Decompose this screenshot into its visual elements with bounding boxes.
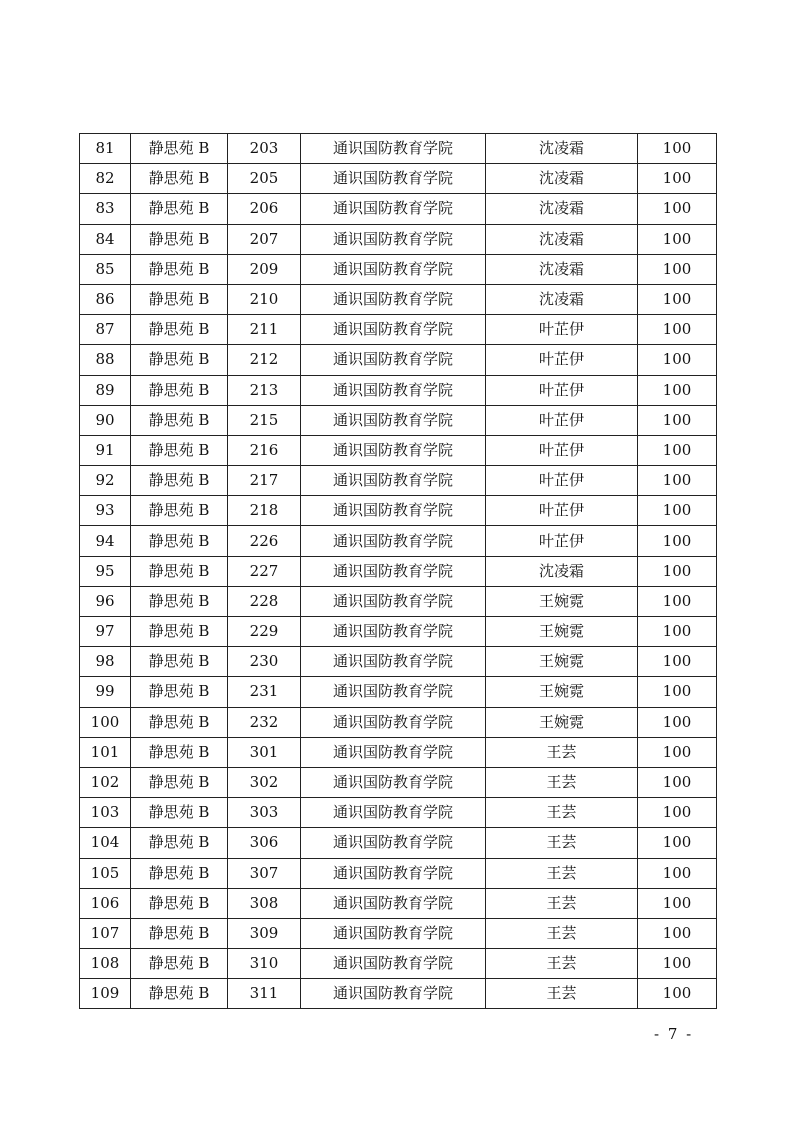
row-number-cell: 86 — [80, 284, 131, 314]
table-row — [80, 888, 717, 918]
room-cell: 206 — [228, 194, 301, 224]
score-cell: 100 — [638, 345, 717, 375]
score-cell: 100 — [638, 888, 717, 918]
college-cell: 通识国防教育学院 — [301, 858, 486, 888]
table-row — [80, 164, 717, 194]
score-cell: 100 — [638, 526, 717, 556]
college-cell: 通识国防教育学院 — [301, 375, 486, 405]
score-cell: 100 — [638, 134, 717, 164]
room-cell: 306 — [228, 828, 301, 858]
score-cell: 100 — [638, 918, 717, 948]
name-cell: 王婉霓 — [486, 677, 638, 707]
table-row — [80, 979, 717, 1009]
table-row — [80, 767, 717, 797]
name-cell: 王芸 — [486, 798, 638, 828]
table-row — [80, 375, 717, 405]
room-cell: 311 — [228, 979, 301, 1009]
college-cell: 通识国防教育学院 — [301, 466, 486, 496]
score-cell: 100 — [638, 254, 717, 284]
score-cell: 100 — [638, 284, 717, 314]
building-cell: 静思苑 B — [131, 435, 228, 465]
building-cell: 静思苑 B — [131, 828, 228, 858]
row-number-cell: 92 — [80, 466, 131, 496]
room-cell: 310 — [228, 949, 301, 979]
room-cell: 218 — [228, 496, 301, 526]
table-row — [80, 194, 717, 224]
name-cell: 王芸 — [486, 949, 638, 979]
row-number-cell: 87 — [80, 315, 131, 345]
name-cell: 沈凌霜 — [486, 254, 638, 284]
table-row — [80, 677, 717, 707]
room-cell: 301 — [228, 737, 301, 767]
room-cell: 307 — [228, 858, 301, 888]
college-cell: 通识国防教育学院 — [301, 194, 486, 224]
row-number-cell: 106 — [80, 888, 131, 918]
table-row — [80, 435, 717, 465]
name-cell: 王芸 — [486, 918, 638, 948]
building-cell: 静思苑 B — [131, 134, 228, 164]
table-row — [80, 315, 717, 345]
row-number-cell: 91 — [80, 435, 131, 465]
score-cell: 100 — [638, 767, 717, 797]
building-cell: 静思苑 B — [131, 949, 228, 979]
row-number-cell: 93 — [80, 496, 131, 526]
name-cell: 王婉霓 — [486, 647, 638, 677]
college-cell: 通识国防教育学院 — [301, 707, 486, 737]
row-number-cell: 88 — [80, 345, 131, 375]
table-row — [80, 134, 717, 164]
name-cell: 叶芷伊 — [486, 496, 638, 526]
college-cell: 通识国防教育学院 — [301, 496, 486, 526]
table-row — [80, 707, 717, 737]
name-cell: 王芸 — [486, 858, 638, 888]
score-cell: 100 — [638, 164, 717, 194]
building-cell: 静思苑 B — [131, 496, 228, 526]
room-cell: 205 — [228, 164, 301, 194]
college-cell: 通识国防教育学院 — [301, 888, 486, 918]
score-cell: 100 — [638, 496, 717, 526]
room-cell: 217 — [228, 466, 301, 496]
row-number-cell: 94 — [80, 526, 131, 556]
score-cell: 100 — [638, 194, 717, 224]
row-number-cell: 102 — [80, 767, 131, 797]
name-cell: 沈凌霜 — [486, 134, 638, 164]
row-number-cell: 90 — [80, 405, 131, 435]
room-cell: 309 — [228, 918, 301, 948]
name-cell: 沈凌霜 — [486, 556, 638, 586]
building-cell: 静思苑 B — [131, 526, 228, 556]
row-number-cell: 81 — [80, 134, 131, 164]
score-cell: 100 — [638, 858, 717, 888]
score-cell: 100 — [638, 466, 717, 496]
college-cell: 通识国防教育学院 — [301, 315, 486, 345]
building-cell: 静思苑 B — [131, 767, 228, 797]
row-number-cell: 89 — [80, 375, 131, 405]
row-number-cell: 97 — [80, 617, 131, 647]
building-cell: 静思苑 B — [131, 466, 228, 496]
score-cell: 100 — [638, 224, 717, 254]
building-cell: 静思苑 B — [131, 737, 228, 767]
name-cell: 沈凌霜 — [486, 164, 638, 194]
room-cell: 302 — [228, 767, 301, 797]
table-row — [80, 405, 717, 435]
score-cell: 100 — [638, 617, 717, 647]
row-number-cell: 103 — [80, 798, 131, 828]
row-number-cell: 98 — [80, 647, 131, 677]
score-cell: 100 — [638, 556, 717, 586]
name-cell: 叶芷伊 — [486, 315, 638, 345]
college-cell: 通识国防教育学院 — [301, 164, 486, 194]
college-cell: 通识国防教育学院 — [301, 949, 486, 979]
building-cell: 静思苑 B — [131, 617, 228, 647]
row-number-cell: 84 — [80, 224, 131, 254]
name-cell: 叶芷伊 — [486, 375, 638, 405]
name-cell: 叶芷伊 — [486, 405, 638, 435]
name-cell: 叶芷伊 — [486, 526, 638, 556]
table-row — [80, 224, 717, 254]
building-cell: 静思苑 B — [131, 979, 228, 1009]
score-cell: 100 — [638, 586, 717, 616]
building-cell: 静思苑 B — [131, 647, 228, 677]
table-row — [80, 798, 717, 828]
row-number-cell: 99 — [80, 677, 131, 707]
score-cell: 100 — [638, 798, 717, 828]
room-cell: 226 — [228, 526, 301, 556]
college-cell: 通识国防教育学院 — [301, 254, 486, 284]
name-cell: 王婉霓 — [486, 586, 638, 616]
building-cell: 静思苑 B — [131, 677, 228, 707]
name-cell: 王芸 — [486, 767, 638, 797]
room-cell: 230 — [228, 647, 301, 677]
room-cell: 228 — [228, 586, 301, 616]
score-cell: 100 — [638, 435, 717, 465]
college-cell: 通识国防教育学院 — [301, 556, 486, 586]
row-number-cell: 83 — [80, 194, 131, 224]
score-cell: 100 — [638, 949, 717, 979]
college-cell: 通识国防教育学院 — [301, 918, 486, 948]
college-cell: 通识国防教育学院 — [301, 435, 486, 465]
row-number-cell: 109 — [80, 979, 131, 1009]
building-cell: 静思苑 B — [131, 405, 228, 435]
row-number-cell: 105 — [80, 858, 131, 888]
score-cell: 100 — [638, 828, 717, 858]
college-cell: 通识国防教育学院 — [301, 284, 486, 314]
building-cell: 静思苑 B — [131, 888, 228, 918]
name-cell: 沈凌霜 — [486, 224, 638, 254]
name-cell: 沈凌霜 — [486, 194, 638, 224]
building-cell: 静思苑 B — [131, 858, 228, 888]
table-row — [80, 526, 717, 556]
table-row — [80, 828, 717, 858]
college-cell: 通识国防教育学院 — [301, 134, 486, 164]
room-cell: 308 — [228, 888, 301, 918]
score-cell: 100 — [638, 677, 717, 707]
table-row — [80, 466, 717, 496]
room-cell: 229 — [228, 617, 301, 647]
room-cell: 215 — [228, 405, 301, 435]
room-cell: 303 — [228, 798, 301, 828]
building-cell: 静思苑 B — [131, 375, 228, 405]
college-cell: 通识国防教育学院 — [301, 405, 486, 435]
name-cell: 叶芷伊 — [486, 345, 638, 375]
table-row — [80, 858, 717, 888]
row-number-cell: 100 — [80, 707, 131, 737]
building-cell: 静思苑 B — [131, 164, 228, 194]
building-cell: 静思苑 B — [131, 918, 228, 948]
row-number-cell: 82 — [80, 164, 131, 194]
building-cell: 静思苑 B — [131, 284, 228, 314]
room-cell: 212 — [228, 345, 301, 375]
building-cell: 静思苑 B — [131, 345, 228, 375]
name-cell: 沈凌霜 — [486, 284, 638, 314]
row-number-cell: 96 — [80, 586, 131, 616]
college-cell: 通识国防教育学院 — [301, 617, 486, 647]
table-row — [80, 556, 717, 586]
table-row — [80, 496, 717, 526]
name-cell: 王婉霓 — [486, 707, 638, 737]
building-cell: 静思苑 B — [131, 586, 228, 616]
building-cell: 静思苑 B — [131, 315, 228, 345]
college-cell: 通识国防教育学院 — [301, 345, 486, 375]
room-cell: 209 — [228, 254, 301, 284]
building-cell: 静思苑 B — [131, 224, 228, 254]
score-cell: 100 — [638, 647, 717, 677]
score-cell: 100 — [638, 707, 717, 737]
name-cell: 王芸 — [486, 888, 638, 918]
row-number-cell: 108 — [80, 949, 131, 979]
room-cell: 211 — [228, 315, 301, 345]
room-cell: 207 — [228, 224, 301, 254]
score-cell: 100 — [638, 979, 717, 1009]
name-cell: 王芸 — [486, 828, 638, 858]
building-cell: 静思苑 B — [131, 194, 228, 224]
score-cell: 100 — [638, 315, 717, 345]
table-row — [80, 284, 717, 314]
table-row — [80, 737, 717, 767]
room-cell: 227 — [228, 556, 301, 586]
college-cell: 通识国防教育学院 — [301, 586, 486, 616]
room-cell: 210 — [228, 284, 301, 314]
building-cell: 静思苑 B — [131, 556, 228, 586]
table-body — [80, 134, 717, 1009]
college-cell: 通识国防教育学院 — [301, 677, 486, 707]
score-cell: 100 — [638, 405, 717, 435]
name-cell: 叶芷伊 — [486, 466, 638, 496]
table-row — [80, 254, 717, 284]
table-row — [80, 586, 717, 616]
building-cell: 静思苑 B — [131, 798, 228, 828]
name-cell: 叶芷伊 — [486, 435, 638, 465]
college-cell: 通识国防教育学院 — [301, 828, 486, 858]
building-cell: 静思苑 B — [131, 254, 228, 284]
room-cell: 231 — [228, 677, 301, 707]
room-cell: 213 — [228, 375, 301, 405]
college-cell: 通识国防教育学院 — [301, 737, 486, 767]
table-row — [80, 949, 717, 979]
table-row — [80, 345, 717, 375]
row-number-cell: 95 — [80, 556, 131, 586]
college-cell: 通识国防教育学院 — [301, 798, 486, 828]
row-number-cell: 104 — [80, 828, 131, 858]
room-cell: 232 — [228, 707, 301, 737]
college-cell: 通识国防教育学院 — [301, 979, 486, 1009]
table-row — [80, 918, 717, 948]
room-cell: 216 — [228, 435, 301, 465]
room-cell: 203 — [228, 134, 301, 164]
row-number-cell: 107 — [80, 918, 131, 948]
college-cell: 通识国防教育学院 — [301, 526, 486, 556]
building-cell: 静思苑 B — [131, 707, 228, 737]
score-cell: 100 — [638, 737, 717, 767]
college-cell: 通识国防教育学院 — [301, 224, 486, 254]
table-row — [80, 647, 717, 677]
score-cell: 100 — [638, 375, 717, 405]
dorm-score-table — [79, 133, 717, 1009]
college-cell: 通识国防教育学院 — [301, 767, 486, 797]
row-number-cell: 85 — [80, 254, 131, 284]
name-cell: 王芸 — [486, 979, 638, 1009]
name-cell: 王芸 — [486, 737, 638, 767]
name-cell: 王婉霓 — [486, 617, 638, 647]
page-number: - 7 - — [654, 1025, 694, 1043]
row-number-cell: 101 — [80, 737, 131, 767]
college-cell: 通识国防教育学院 — [301, 647, 486, 677]
table-row — [80, 617, 717, 647]
